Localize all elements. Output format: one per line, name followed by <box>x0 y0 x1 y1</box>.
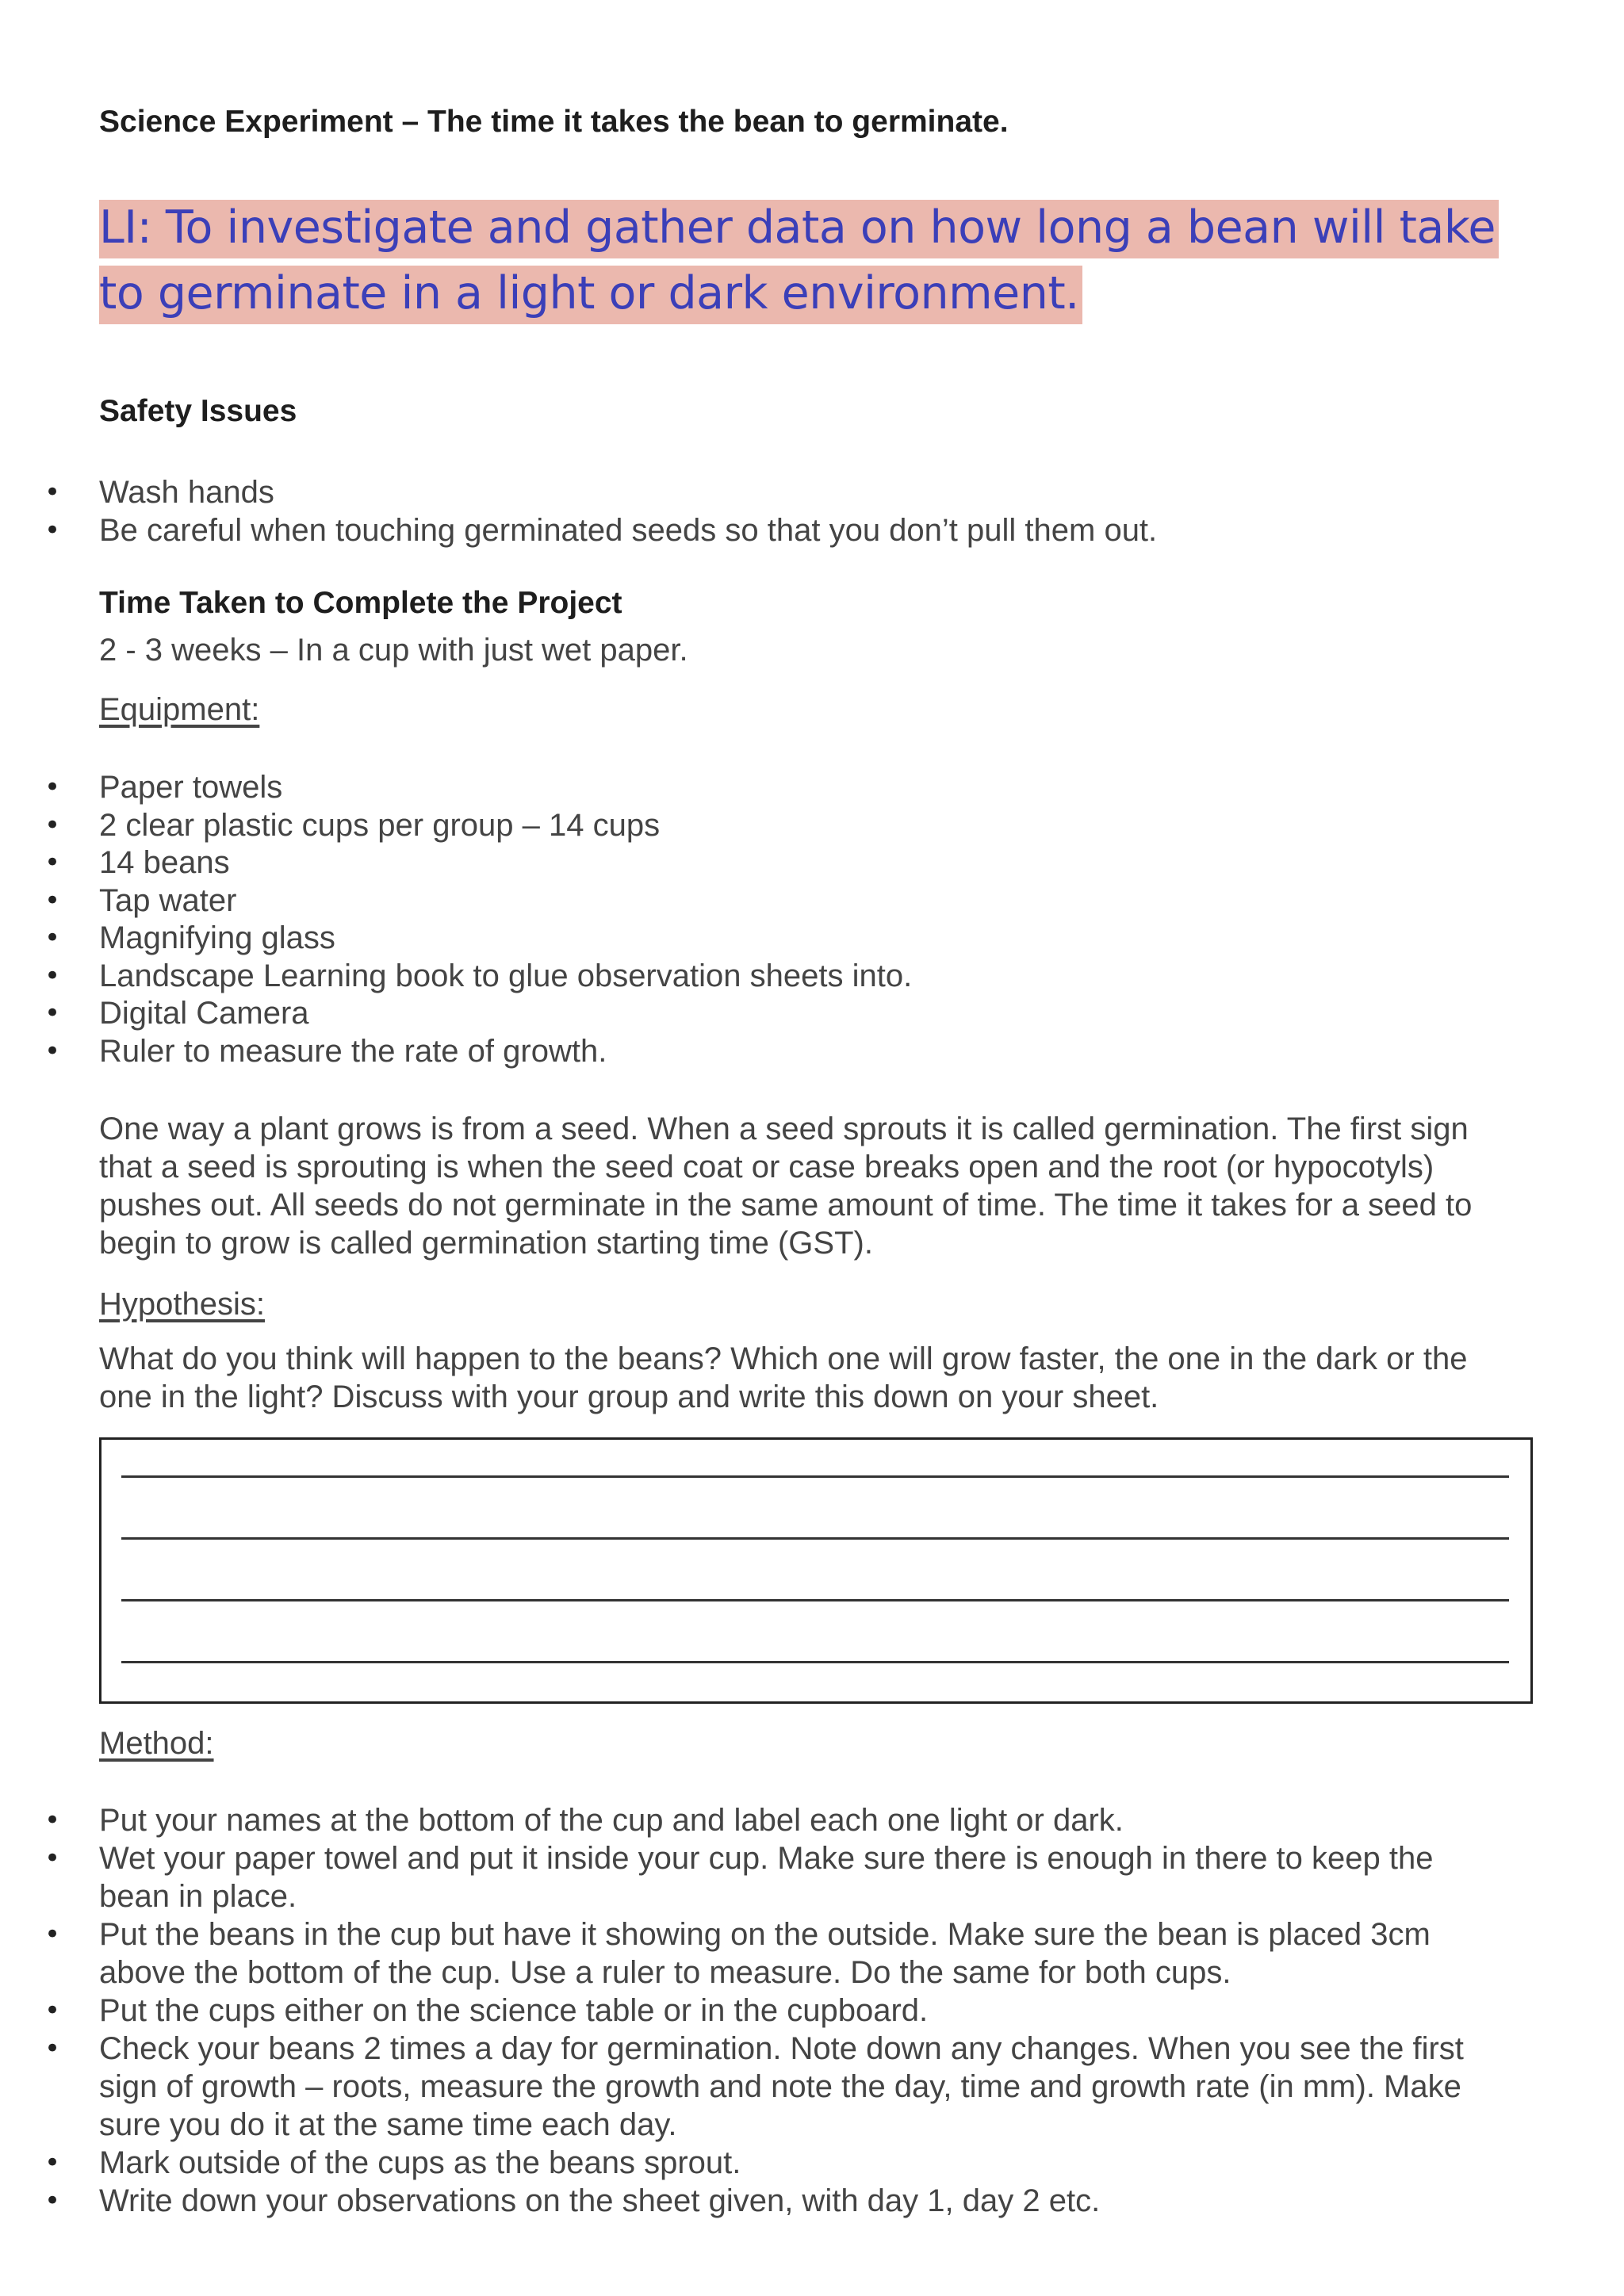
list-item: • Digital Camera <box>0 995 912 1033</box>
answer-line <box>121 1599 1509 1601</box>
equipment-list <box>0 769 912 1070</box>
method-list <box>0 1801 1464 2220</box>
list-item: • Paper towels <box>0 769 912 807</box>
method-heading: Method: <box>99 1726 214 1761</box>
list-item: • Be careful when touching germinated seeds so that you don’t pull them out. <box>0 512 1157 550</box>
list-item: • Check your beans 2 times a day for germination. Note down any changes. When you see the first sign of growth – roots, measure the growth and note the day, time and growth rate (in mm). Make sure you do it at the same time each day. <box>0 2030 1464 2144</box>
list-item: • 14 beans <box>0 844 912 882</box>
list-item: • Mark outside of the cups as the beans sprout. <box>0 2144 1464 2182</box>
list-item: • Landscape Learning book to glue observation sheets into. <box>0 958 912 996</box>
list-item: • Wet your paper towel and put it inside your cup. Make sure there is enough in there to keep the bean in place. <box>0 1839 1464 1915</box>
answer-line <box>121 1537 1509 1540</box>
answer-line <box>121 1661 1509 1663</box>
time-taken-heading: Time Taken to Complete the Project <box>99 586 622 620</box>
list-item: • Write down your observations on the sheet given, with day 1, day 2 etc. <box>0 2182 1464 2220</box>
list-item: • Put your names at the bottom of the cup and label each one light or dark. <box>0 1801 1464 1839</box>
list-item: • 2 clear plastic cups per group – 14 cups <box>0 807 912 845</box>
list-item: • Put the beans in the cup but have it showing on the outside. Make sure the bean is placed 3cm above the bottom of the cup. Use a ruler to measure. Do the same for both cups. <box>0 1915 1464 1992</box>
list-item: • Tap water <box>0 882 912 920</box>
hypothesis-answer-box[interactable] <box>99 1437 1533 1704</box>
hypothesis-prompt: What do you think will happen to the beans? Which one will grow faster, the one in the dark or the one in the light? Discuss with your group and write this down on your sheet. <box>99 1341 1468 1414</box>
learning-intention <box>99 195 1499 327</box>
list-item: • Put the cups either on the science table or in the cupboard. <box>0 1992 1464 2030</box>
learning-intention-line-2: to germinate in a light or dark environment. <box>99 266 1082 324</box>
page-title: Science Experiment – The time it takes the bean to germinate. <box>99 105 1009 139</box>
equipment-heading: Equipment: <box>99 692 260 727</box>
answer-line <box>121 1475 1509 1478</box>
list-item: • Magnifying glass <box>0 920 912 958</box>
list-item: • Ruler to measure the rate of growth. <box>0 1033 912 1071</box>
safety-heading: Safety Issues <box>99 394 297 428</box>
time-taken-text: 2 - 3 weeks – In a cup with just wet paper. <box>99 633 688 668</box>
learning-intention-line-1: LI: To investigate and gather data on how long a bean will take <box>99 200 1499 258</box>
list-item: • Wash hands <box>0 474 1157 512</box>
safety-list <box>0 474 1157 549</box>
intro-paragraph: One way a plant grows is from a seed. When a seed sprouts it is called germination. The first sign that a seed is sprouting is when the seed coat or case breaks open and the root (or hypocotyls) pushes out. All seeds do not germinate in the same amount of time. The time it takes for a seed to begin to grow is called germination starting time (GST). <box>99 1112 1473 1261</box>
hypothesis-heading: Hypothesis: <box>99 1287 265 1322</box>
